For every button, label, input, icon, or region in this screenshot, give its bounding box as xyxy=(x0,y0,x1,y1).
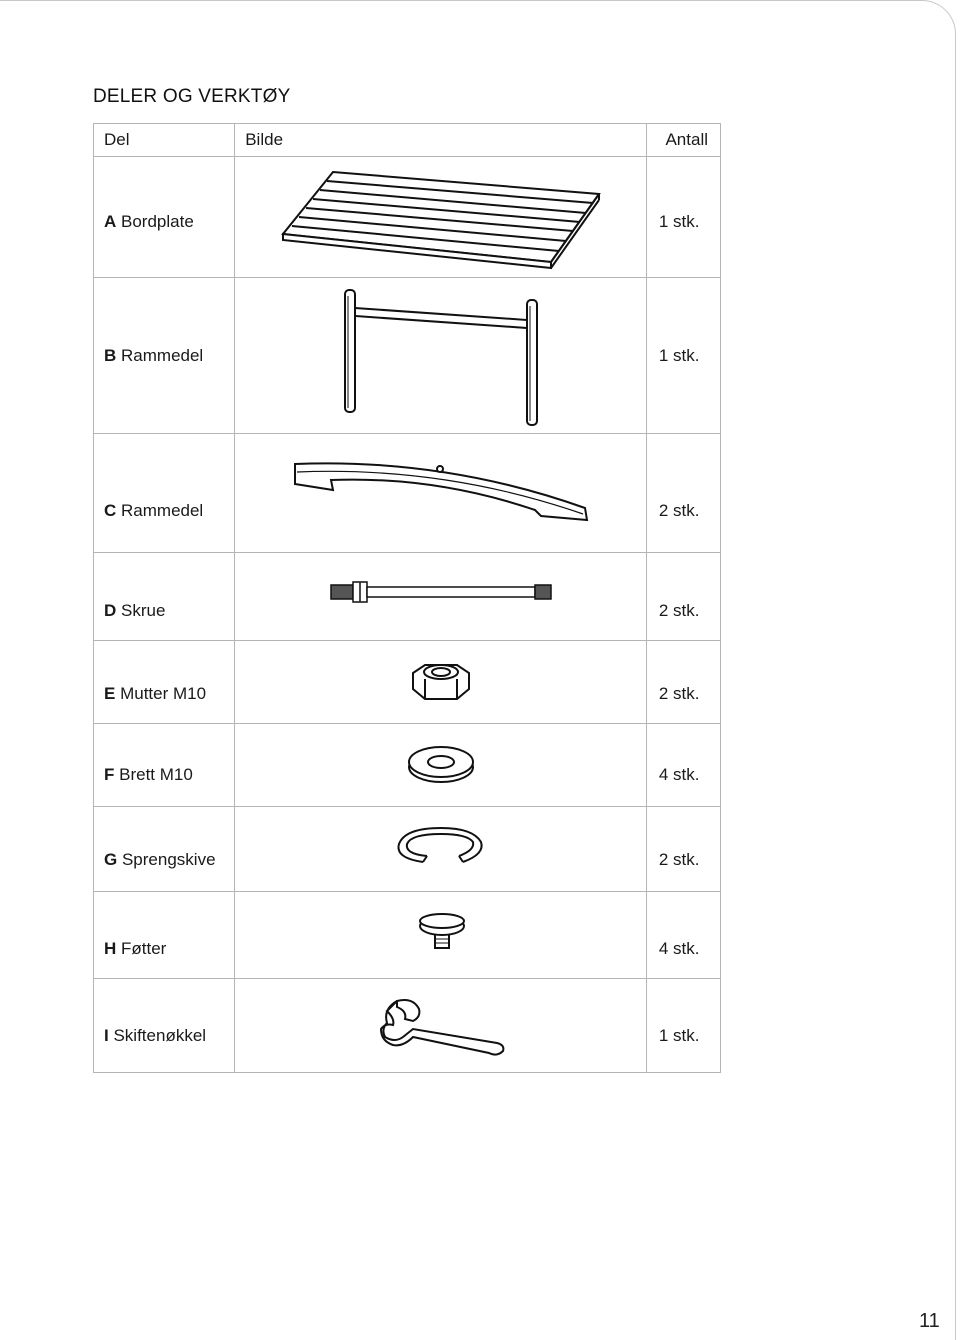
bolt-icon xyxy=(235,567,646,626)
part-letter: H xyxy=(104,939,117,958)
part-name: Rammedel xyxy=(121,345,204,365)
header-part: Del xyxy=(94,124,235,157)
part-letter: B xyxy=(104,345,117,365)
quantity-cell: 1 stk. xyxy=(646,157,720,278)
part-letter: A xyxy=(104,212,117,231)
part-name: Skrue xyxy=(121,600,166,620)
part-cell xyxy=(94,641,235,724)
part-name: Føtter xyxy=(121,939,167,958)
frame-part-c-icon xyxy=(235,452,646,535)
part-cell xyxy=(94,278,235,434)
quantity-cell: 2 stk. xyxy=(646,434,720,553)
page-title: DELER OG VERKTØY xyxy=(93,86,291,107)
part-name: Bordplate xyxy=(121,212,194,231)
image-cell xyxy=(235,553,647,641)
part-cell xyxy=(94,979,235,1073)
header-image: Bilde xyxy=(235,124,647,157)
quantity-cell: 1 stk. xyxy=(646,278,720,434)
part-letter: G xyxy=(104,850,118,869)
frame-part-b-icon xyxy=(235,278,646,433)
part-letter: E xyxy=(104,684,116,703)
quantity-cell: 4 stk. xyxy=(646,724,720,807)
part-letter: I xyxy=(104,1025,109,1045)
nut-icon xyxy=(235,653,646,711)
part-cell xyxy=(94,434,235,553)
part-letter: F xyxy=(104,765,115,784)
image-cell xyxy=(235,724,647,807)
quantity-cell: 4 stk. xyxy=(646,892,720,979)
table-row xyxy=(94,641,721,724)
quantity-cell: 2 stk. xyxy=(646,807,720,892)
image-cell xyxy=(235,807,647,892)
table-row xyxy=(94,157,721,278)
table-row xyxy=(94,979,721,1073)
quantity-cell: 2 stk. xyxy=(646,553,720,641)
image-cell xyxy=(235,278,647,434)
part-name: Sprengskive xyxy=(121,850,216,869)
foot-icon xyxy=(235,906,646,964)
table-row xyxy=(94,724,721,807)
part-letter: C xyxy=(104,500,117,520)
part-name: Brett M10 xyxy=(119,765,193,784)
part-letter: D xyxy=(104,600,117,620)
image-cell xyxy=(235,892,647,979)
image-cell xyxy=(235,979,647,1073)
table-row xyxy=(94,892,721,979)
washer-icon xyxy=(235,734,646,796)
parts-table xyxy=(93,123,721,1073)
image-cell xyxy=(235,434,647,553)
part-name: Skiftenøkkel xyxy=(113,1025,207,1045)
table-header-row xyxy=(94,124,721,157)
wrench-icon xyxy=(235,989,646,1062)
image-cell xyxy=(235,641,647,724)
quantity-cell: 1 stk. xyxy=(646,979,720,1073)
spring-washer-icon xyxy=(235,818,646,880)
part-cell xyxy=(94,807,235,892)
table-row xyxy=(94,807,721,892)
table-row xyxy=(94,553,721,641)
page-number: 11 xyxy=(919,1310,940,1332)
part-name: Mutter M10 xyxy=(120,684,207,703)
image-cell xyxy=(235,157,647,278)
table-row xyxy=(94,278,721,434)
table-row xyxy=(94,434,721,553)
quantity-cell: 2 stk. xyxy=(646,641,720,724)
part-name: Rammedel xyxy=(121,500,204,520)
part-cell xyxy=(94,157,235,278)
part-cell xyxy=(94,553,235,641)
tabletop-icon xyxy=(235,162,646,272)
part-cell xyxy=(94,724,235,807)
part-cell xyxy=(94,892,235,979)
header-quantity: Antall xyxy=(646,124,720,157)
